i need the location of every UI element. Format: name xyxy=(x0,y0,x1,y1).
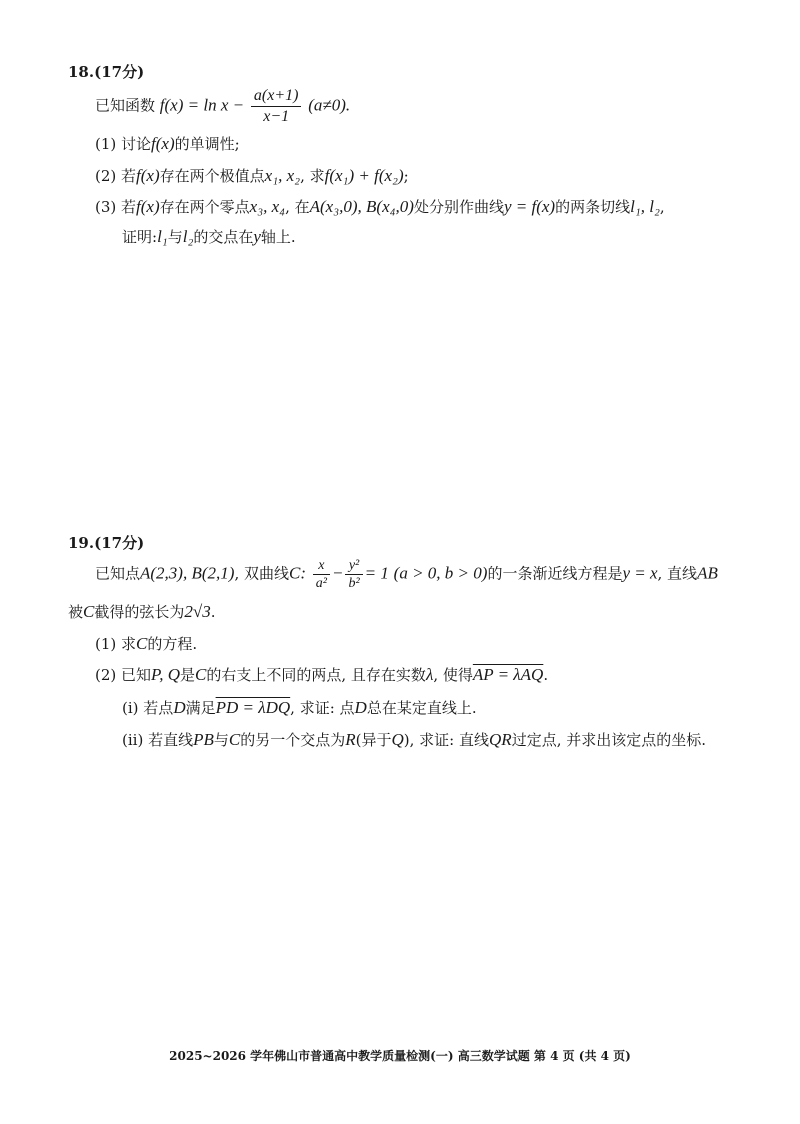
q19-part1-c: C xyxy=(136,634,148,653)
q19-frac2-denominator: b² xyxy=(348,576,360,591)
q19-sub-i-text: 若点 xyxy=(143,699,174,717)
q18-part2-vars: x₁, x₂ xyxy=(264,166,301,185)
q18-part1-text: 讨论 xyxy=(121,135,152,153)
q18-part2-text-mid2: , 求 xyxy=(300,167,325,185)
q19-sub-ii-mid3: (异于 xyxy=(355,731,392,749)
q18-part3-text-mid: 存在两个零点 xyxy=(159,198,250,216)
q19-part2 xyxy=(95,665,548,685)
q18-part3-label: (3) xyxy=(95,198,117,216)
q19-part2-mid3: , 使得 xyxy=(433,666,473,684)
q19-sub-i-d: D xyxy=(173,698,186,717)
q19-intro-mid2: 的一条渐近线方程是 xyxy=(487,564,623,583)
q19-line2-c: C xyxy=(83,602,95,621)
q18-part3-l2: l₂ xyxy=(182,227,194,246)
q19-part1-label: (1) xyxy=(95,635,117,653)
q18-part3-proof-text: 证明: xyxy=(122,228,158,246)
q18-part2-label: (2) xyxy=(95,167,117,185)
q19-sub-i-vector-eq: PD = λDQ xyxy=(215,698,291,717)
q18-part3-lines: l₁, l₂ xyxy=(630,197,660,216)
q18-part3-curve: y = f(x) xyxy=(503,197,556,216)
q19-sub-i-d2: D xyxy=(354,698,367,717)
q19-part2-ii xyxy=(122,730,706,750)
q18-intro-text: 已知函数 xyxy=(95,96,156,115)
q19-equals-one: = 1 xyxy=(364,563,389,583)
q19-intro-text: 已知点 xyxy=(95,564,141,583)
q18-part2-text-end: ; xyxy=(403,167,409,185)
q19-part2-vector-eq: AP = λAQ xyxy=(472,665,544,684)
q18-part2-expr: f(x₁) + f(x₂) xyxy=(324,166,404,185)
q18-part3-vars: x₃, x₄ xyxy=(249,197,286,216)
q19-minus: − xyxy=(331,563,344,583)
q18-part3-proof-mid: 与 xyxy=(167,228,183,246)
q19-part2-pq: P, Q xyxy=(151,665,181,684)
q18-part3-text-mid2: , 在 xyxy=(285,198,310,216)
q19-sub-ii-c: C xyxy=(228,730,241,749)
q18-part3-func: f(x) xyxy=(136,197,160,216)
q19-frac1-numerator: x xyxy=(313,557,330,575)
q19-line2-mid: 截得的弦长为 xyxy=(94,603,185,621)
q19-points-ab: A(2,3), B(2,1) xyxy=(140,563,235,583)
q19-part1-text: 求 xyxy=(121,635,137,653)
q18-part2 xyxy=(95,166,409,186)
q19-sub-ii-mid2: 的另一个交点为 xyxy=(240,731,346,749)
q19-sub-ii-mid4: ), 求证: 直线 xyxy=(403,731,490,749)
q19-frac2-numerator: y² xyxy=(345,557,362,575)
q19-line2-end: . xyxy=(210,603,216,621)
q19-part1-text-end: 的方程. xyxy=(147,635,198,653)
q18-part1-label: (1) xyxy=(95,135,117,153)
q18-part2-func: f(x) xyxy=(136,166,160,185)
q18-part3-points: A(x₃,0), B(x₄,0) xyxy=(309,197,414,216)
q19-sub-ii-qr: QR xyxy=(489,730,512,749)
q19-curve-name: C: xyxy=(288,563,306,583)
q19-intro-mid3: , 直线 xyxy=(657,564,698,583)
q18-part1 xyxy=(95,134,240,154)
q18-part3-l1: l₁ xyxy=(157,227,168,246)
q19-part2-i xyxy=(122,698,477,718)
q19-sub-ii-mid: 与 xyxy=(213,731,229,749)
q19-part2-mid: 是 xyxy=(180,666,196,684)
q19-intro-mid: , 双曲线 xyxy=(234,564,289,583)
q18-part3-line2 xyxy=(122,227,296,247)
q19-sub-ii-r: R xyxy=(345,730,356,749)
q19-part2-c: C xyxy=(195,665,207,684)
q18-points: (17分) xyxy=(94,63,145,81)
q19-part2-end: . xyxy=(543,666,549,684)
q18-part3-text-mid3: 处分别作曲线 xyxy=(413,198,504,216)
q18-part1-text-end: 的单调性; xyxy=(174,135,240,153)
q19-sub-i-label: (ⅰ) xyxy=(122,699,139,717)
q18-part3 xyxy=(95,197,665,217)
q18-fraction xyxy=(251,86,302,127)
q18-part3-text: 若 xyxy=(121,198,137,216)
q19-asymptote: y = x xyxy=(622,563,658,583)
q19-part2-text: 已知 xyxy=(121,666,152,684)
q19-header xyxy=(68,533,144,553)
q19-part2-lambda: λ xyxy=(425,665,434,684)
q19-sub-ii-q: Q xyxy=(391,730,404,749)
q19-fraction-y xyxy=(345,557,362,592)
q19-line-ab: AB xyxy=(697,563,718,583)
q18-part3-proof-end: 轴上. xyxy=(260,228,296,246)
q19-fraction-x xyxy=(313,557,330,592)
q18-fraction-denominator: x−1 xyxy=(263,108,290,125)
q18-part3-y: y xyxy=(253,227,261,246)
q19-sub-ii-text: 若直线 xyxy=(148,731,194,749)
q18-intro xyxy=(95,86,350,127)
q19-intro-line2 xyxy=(68,602,216,622)
q18-part2-text-mid: 存在两个极值点 xyxy=(159,167,265,185)
q18-part3-proof-mid2: 的交点在 xyxy=(193,228,254,246)
q18-fraction-numerator: a(x+1) xyxy=(251,86,302,107)
q18-part2-text: 若 xyxy=(121,167,137,185)
q19-number: 19. xyxy=(68,534,95,552)
q19-sub-ii-label: (ⅱ) xyxy=(122,731,144,749)
q19-part2-mid2: 的右支上不同的两点, 且存在实数 xyxy=(206,666,426,684)
q19-chord-length: 2√3 xyxy=(184,602,211,621)
q18-number: 18. xyxy=(68,63,95,81)
q19-sub-ii-pb: PB xyxy=(193,730,214,749)
q19-intro xyxy=(95,557,718,592)
q18-part1-func: f(x) xyxy=(151,134,175,153)
q18-part3-text-end: , xyxy=(659,198,665,216)
q18-function-lhs: f(x) = ln x − xyxy=(159,95,245,115)
q19-points: (17分) xyxy=(94,534,145,552)
q19-sub-i-mid: 满足 xyxy=(185,699,216,717)
page-footer: 2025~2026 学年佛山市普通高中教学质量检测(一) 高三数学试题 第 4 页 (共 4 页) xyxy=(169,1049,631,1063)
q19-part2-label: (2) xyxy=(95,666,117,684)
q19-frac1-denominator: a² xyxy=(315,576,327,591)
q19-sub-ii-end: 过定点, 并求出该定点的坐标. xyxy=(511,731,706,749)
q19-line2-text: 被 xyxy=(68,603,84,621)
q19-part1 xyxy=(95,634,197,654)
q18-part3-text-mid4: 的两条切线 xyxy=(555,198,631,216)
q18-header xyxy=(68,62,144,82)
q19-condition: (a > 0, b > 0) xyxy=(393,563,488,583)
q19-sub-i-end: 总在某定直线上. xyxy=(366,699,477,717)
q18-condition: (a≠0). xyxy=(308,95,351,115)
q19-sub-i-mid2: , 求证: 点 xyxy=(290,699,355,717)
